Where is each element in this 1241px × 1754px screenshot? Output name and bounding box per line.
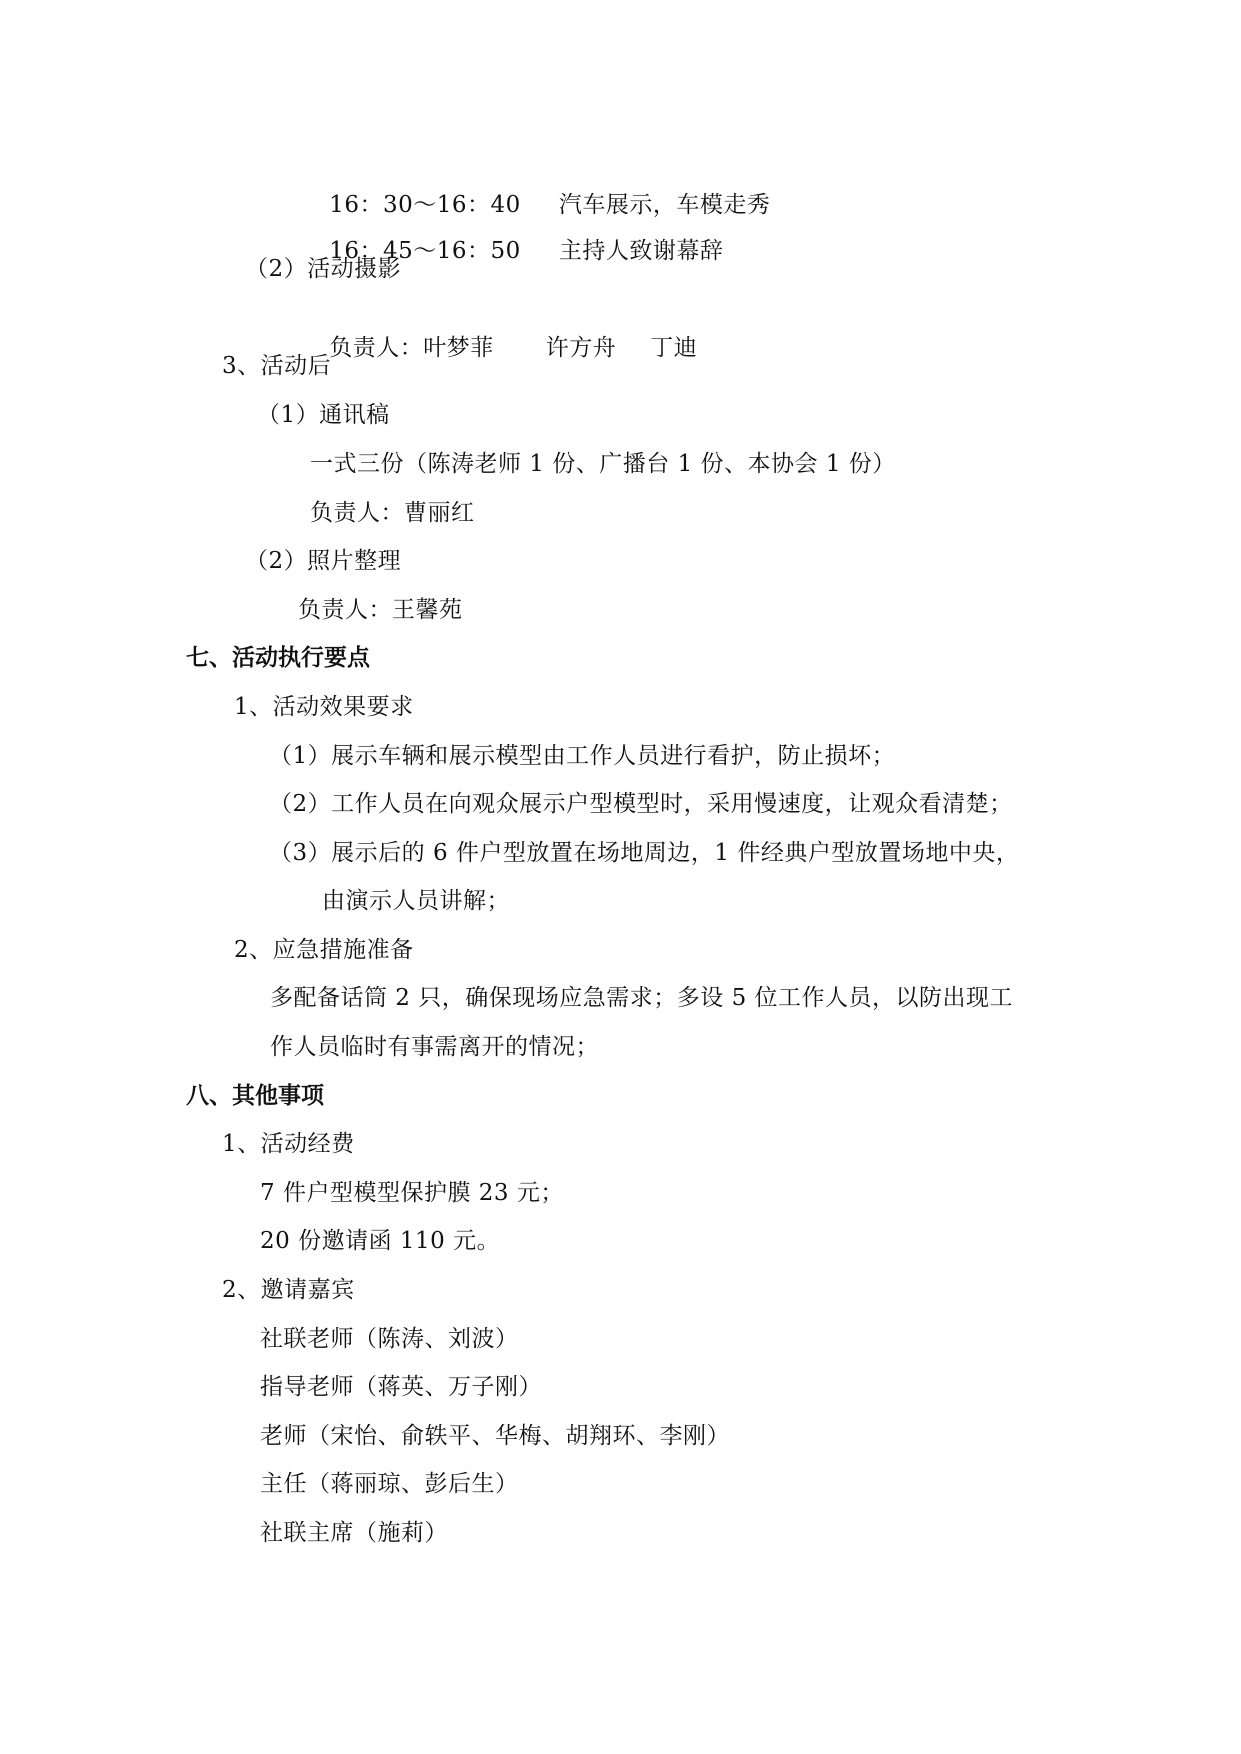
- schedule-item: 主持人致谢幕辞: [558, 238, 724, 264]
- report-copies: 一式三份（陈涛老师 1 份、广播台 1 份、本协会 1 份）: [310, 451, 896, 477]
- guests-title: 2、邀请嘉宾: [222, 1277, 355, 1303]
- guest-item: 社联老师（陈涛、刘波）: [260, 1326, 519, 1352]
- effect-title: 1、活动效果要求: [234, 694, 414, 720]
- report-title: （1）通讯稿: [257, 402, 390, 428]
- effect-item-2: （2）工作人员在向观众展示户型模型时，采用慢速度，让观众看清楚；: [269, 791, 1013, 817]
- effect-item-3: （3）展示后的 6 件户型放置在场地周边，1 件经典户型放置场地中央，: [269, 840, 1020, 866]
- guest-item: 老师（宋怡、俞轶平、华梅、胡翔环、李刚）: [260, 1423, 730, 1449]
- schedule-time: 16：45～16：50: [329, 238, 521, 264]
- funds-title: 1、活动经费: [222, 1131, 355, 1157]
- funds-item: 20 份邀请函 110 元。: [260, 1228, 501, 1254]
- photo-sort-owner: 负责人：王馨苑: [298, 597, 463, 623]
- photo-sort-title: （2）照片整理: [245, 548, 402, 574]
- photo-owner-2: 许方舟: [545, 335, 617, 361]
- funds-item: 7 件户型模型保护膜 23 元；: [260, 1180, 564, 1206]
- guest-item: 社联主席（施莉）: [260, 1520, 448, 1546]
- photo-owners: [298, 303, 697, 393]
- guest-item: 主任（蒋丽琼、彭后生）: [260, 1471, 519, 1497]
- schedule-time: 16：30～16：40: [329, 192, 521, 218]
- effect-item-1: （1）展示车辆和展示模型由工作人员进行看护，防止损坏；: [269, 743, 896, 769]
- guest-item: 指导老师（蒋英、万子刚）: [260, 1374, 542, 1400]
- after-title: 3、活动后: [222, 353, 332, 379]
- emergency-text-cont: 作人员临时有事需离开的情况；: [270, 1034, 599, 1060]
- photo-owner-3: 丁迪: [650, 335, 698, 361]
- emergency-text: 多配备话筒 2 只，确保现场应急需求；多设 5 位工作人员，以防出现工: [270, 985, 1014, 1011]
- photo-owner-label: 负责人：叶梦菲: [329, 335, 494, 361]
- section8-title: 八、其他事项: [186, 1083, 324, 1109]
- photo-title: （2）活动摄影: [245, 256, 402, 282]
- effect-item-3-cont: 由演示人员讲解；: [322, 888, 510, 914]
- emergency-title: 2、应急措施准备: [234, 937, 414, 963]
- report-owner: 负责人：曹丽红: [310, 500, 475, 526]
- schedule-item: 汽车展示，车模走秀: [558, 192, 771, 218]
- section7-title: 七、活动执行要点: [186, 645, 370, 671]
